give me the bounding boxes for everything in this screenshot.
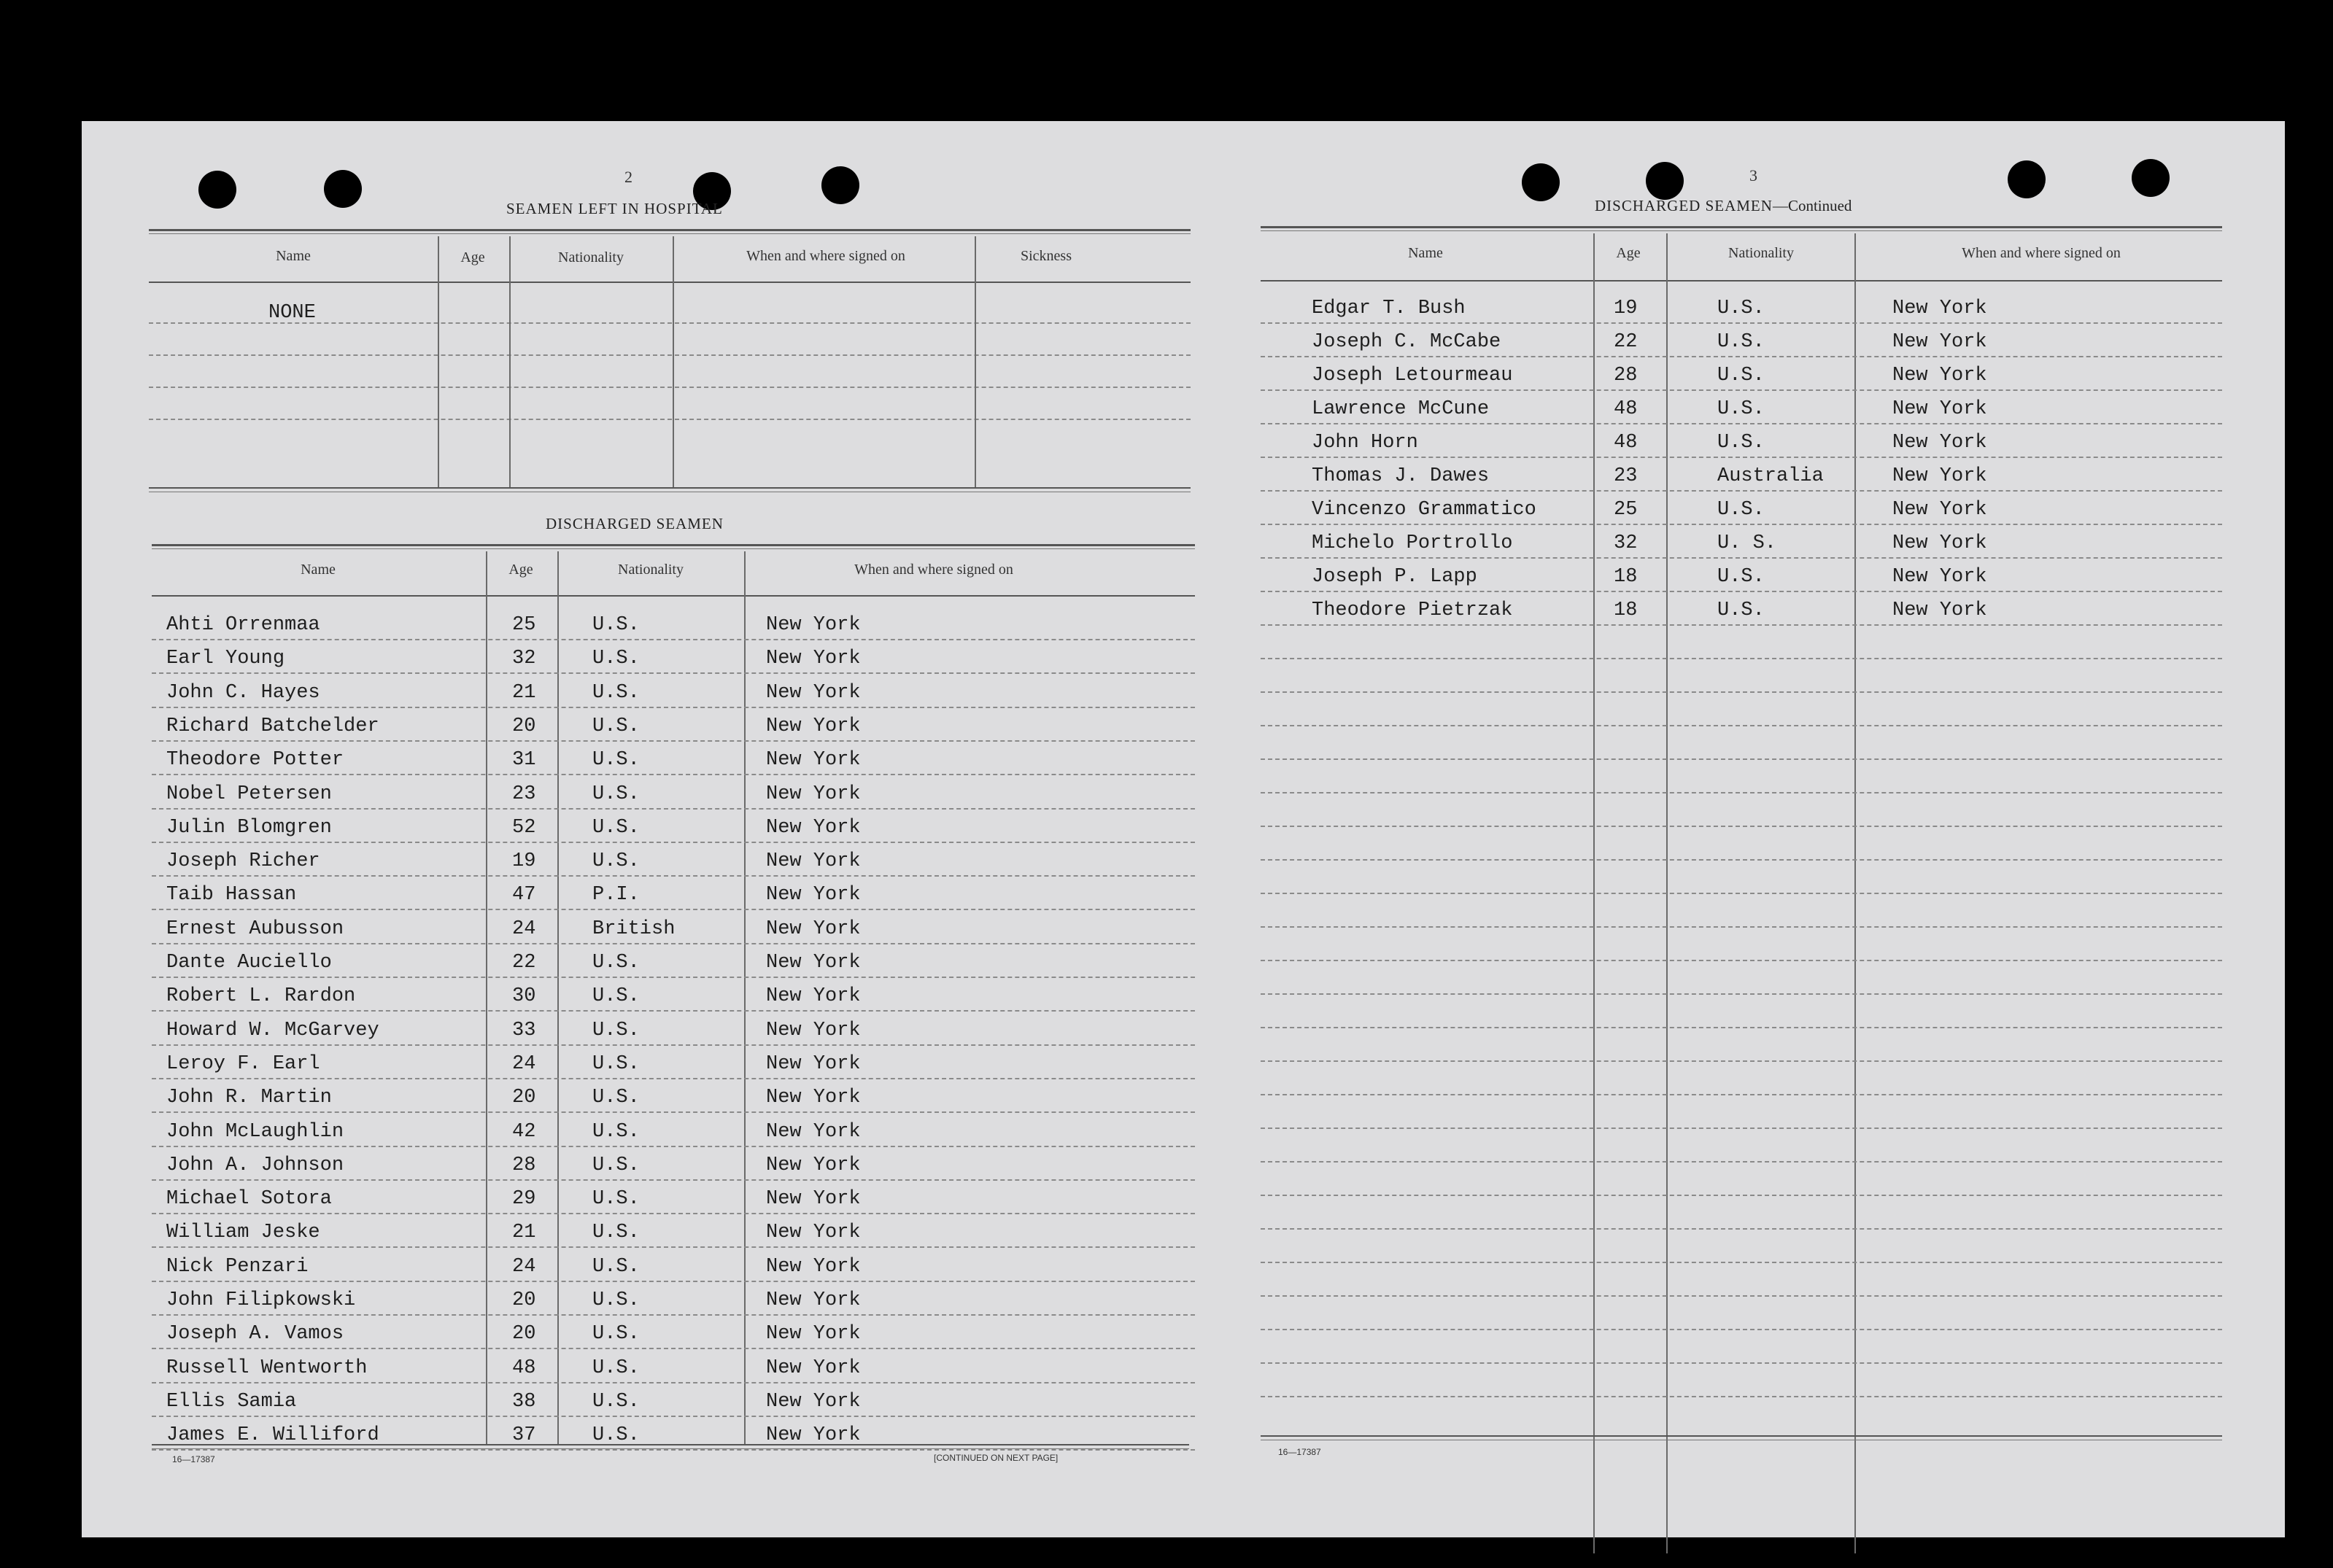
rule	[152, 544, 1195, 546]
punch-hole	[2008, 160, 2046, 198]
signed-on-cell: New York	[1892, 398, 1987, 420]
row-rule	[1261, 1128, 2222, 1129]
row-rule	[152, 1146, 1195, 1147]
column-header-nationality: Nationality	[1728, 245, 1794, 261]
rule	[1261, 226, 2222, 228]
nationality-cell: U.S.	[592, 816, 640, 839]
row-rule	[152, 1010, 1195, 1012]
column-header-signed-on: When and where signed on	[1962, 245, 2121, 261]
signed-on-cell: New York	[766, 1255, 861, 1278]
row-rule	[152, 842, 1195, 843]
punch-hole	[1646, 162, 1684, 200]
nationality-cell: U.S.	[592, 1255, 640, 1278]
row-rule	[1261, 1295, 2222, 1297]
nationality-cell: British	[592, 917, 676, 940]
nationality-cell: U.S.	[592, 1323, 640, 1346]
punch-hole	[2132, 159, 2170, 197]
signed-on-cell: New York	[766, 985, 861, 1008]
name-cell: John Horn	[1312, 432, 1418, 454]
row-rule	[149, 419, 1191, 420]
row-rule	[152, 1281, 1195, 1282]
row-rule	[1261, 624, 2222, 626]
row-rule	[152, 943, 1195, 944]
punch-hole	[324, 170, 362, 208]
rule	[152, 1444, 1189, 1445]
signed-on-cell: New York	[766, 884, 861, 907]
age-cell: 21	[512, 1222, 536, 1244]
nationality-cell: U.S.	[592, 1390, 640, 1413]
age-cell: 21	[512, 681, 536, 704]
column-divider	[438, 236, 439, 487]
row-rule	[152, 875, 1195, 877]
signed-on-cell: New York	[766, 1424, 861, 1447]
nationality-cell: U.S.	[1717, 298, 1765, 319]
name-cell: Joseph C. McCabe	[1312, 331, 1501, 353]
hospital-entry: NONE	[268, 302, 316, 324]
nationality-cell: U.S.	[592, 1154, 640, 1176]
column-header-signed-on: When and where signed on	[854, 562, 1013, 578]
nationality-cell: U.S.	[1717, 499, 1765, 521]
row-rule	[1261, 1094, 2222, 1095]
row-rule	[1261, 1161, 2222, 1163]
row-rule	[1261, 1262, 2222, 1263]
name-cell: John McLaughlin	[166, 1120, 344, 1143]
row-rule	[1261, 826, 2222, 827]
rule	[149, 282, 1191, 283]
age-cell: 48	[512, 1357, 536, 1379]
name-cell: Leroy F. Earl	[166, 1052, 320, 1075]
age-cell: 29	[512, 1188, 536, 1211]
age-cell: 24	[512, 1255, 536, 1278]
age-cell: 48	[1614, 432, 1638, 454]
row-rule	[152, 672, 1195, 674]
name-cell: Julin Blomgren	[166, 816, 332, 839]
form-number: 16—17387	[1278, 1447, 1321, 1457]
hospital-title: SEAMEN LEFT IN HOSPITAL	[506, 200, 723, 217]
discharged-title: DISCHARGED SEAMEN	[546, 515, 724, 532]
column-header-age: Age	[508, 562, 533, 578]
rule	[152, 548, 1195, 549]
nationality-cell: U.S.	[592, 985, 640, 1008]
row-rule	[152, 740, 1195, 742]
signed-on-cell: New York	[766, 1052, 861, 1075]
signed-on-cell: New York	[766, 1087, 861, 1109]
row-rule	[1261, 893, 2222, 894]
age-cell: 18	[1614, 566, 1638, 588]
rule	[149, 487, 1191, 489]
row-rule	[152, 1314, 1195, 1316]
rule	[149, 233, 1191, 234]
name-cell: Joseph P. Lapp	[1312, 566, 1477, 588]
age-cell: 38	[512, 1390, 536, 1413]
signed-on-cell: New York	[1892, 298, 1987, 319]
nationality-cell: U. S.	[1717, 532, 1777, 554]
row-rule	[152, 639, 1195, 640]
nationality-cell: U.S.	[1717, 398, 1765, 420]
signed-on-cell: New York	[766, 1222, 861, 1244]
name-cell: Nobel Petersen	[166, 783, 332, 805]
name-cell: Nick Penzari	[166, 1255, 309, 1278]
age-cell: 19	[512, 850, 536, 873]
name-cell: Howard W. McGarvey	[166, 1019, 379, 1041]
nationality-cell: U.S.	[592, 648, 640, 670]
name-cell: John A. Johnson	[166, 1154, 344, 1176]
name-cell: Earl Young	[166, 648, 285, 670]
signed-on-cell: New York	[766, 1289, 861, 1311]
nationality-cell: U.S.	[592, 1289, 640, 1311]
title-suffix: —Continued	[1772, 197, 1852, 214]
row-rule	[152, 1449, 1195, 1451]
column-header-name: Name	[301, 562, 336, 578]
rule	[152, 595, 1195, 597]
row-rule	[152, 1382, 1195, 1383]
nationality-cell: U.S.	[1717, 365, 1765, 387]
nationality-cell: U.S.	[592, 614, 640, 636]
row-rule	[1261, 591, 2222, 592]
name-cell: John Filipkowski	[166, 1289, 356, 1311]
discharged-continued-title	[1595, 197, 1852, 215]
column-divider	[557, 551, 559, 1445]
signed-on-cell: New York	[766, 648, 861, 670]
nationality-cell: U.S.	[1717, 432, 1765, 454]
row-rule	[1261, 1362, 2222, 1364]
column-divider	[673, 236, 674, 487]
row-rule	[1261, 1195, 2222, 1196]
row-rule	[152, 707, 1195, 708]
name-cell: Ernest Aubusson	[166, 917, 344, 940]
age-cell: 30	[512, 985, 536, 1008]
nationality-cell: U.S.	[592, 715, 640, 737]
age-cell: 32	[1614, 532, 1638, 554]
row-rule	[152, 1078, 1195, 1079]
signed-on-cell: New York	[766, 715, 861, 737]
age-cell: 42	[512, 1120, 536, 1143]
row-rule	[149, 354, 1191, 356]
age-cell: 19	[1614, 298, 1638, 319]
signed-on-cell: New York	[766, 1120, 861, 1143]
age-cell: 52	[512, 816, 536, 839]
age-cell: 32	[512, 648, 536, 670]
column-divider	[486, 551, 487, 1445]
row-rule	[1261, 859, 2222, 861]
name-cell: Joseph A. Vamos	[166, 1323, 344, 1346]
age-cell: 48	[1614, 398, 1638, 420]
row-rule	[152, 909, 1195, 910]
age-cell: 23	[1614, 465, 1638, 487]
age-cell: 25	[1614, 499, 1638, 521]
row-rule	[1261, 1228, 2222, 1230]
signed-on-cell: New York	[766, 681, 861, 704]
title-text: DISCHARGED SEAMEN	[1595, 197, 1773, 214]
age-cell: 28	[512, 1154, 536, 1176]
row-rule	[1261, 926, 2222, 928]
row-rule	[152, 774, 1195, 775]
age-cell: 28	[1614, 365, 1638, 387]
column-header-age: Age	[460, 249, 485, 265]
name-cell: John R. Martin	[166, 1087, 332, 1109]
form-number: 16—17387	[172, 1454, 215, 1464]
nationality-cell: U.S.	[592, 952, 640, 974]
signed-on-cell: New York	[1892, 532, 1987, 554]
age-cell: 20	[512, 1289, 536, 1311]
age-cell: 22	[512, 952, 536, 974]
row-rule	[152, 1348, 1195, 1349]
rule	[152, 1448, 1189, 1449]
age-cell: 24	[512, 1052, 536, 1075]
name-cell: Thomas J. Dawes	[1312, 465, 1490, 487]
row-rule	[152, 1213, 1195, 1214]
nationality-cell: U.S.	[592, 1087, 640, 1109]
punch-hole	[198, 171, 236, 209]
name-cell: Richard Batchelder	[166, 715, 379, 737]
row-rule	[1261, 758, 2222, 760]
row-rule	[1261, 993, 2222, 995]
age-cell: 23	[512, 783, 536, 805]
column-header-name: Name	[276, 248, 311, 264]
rule	[1261, 230, 2222, 231]
name-cell: Lawrence McCune	[1312, 398, 1490, 420]
row-rule	[152, 1246, 1195, 1248]
name-cell: Ahti Orrenmaa	[166, 614, 320, 636]
age-cell: 24	[512, 917, 536, 940]
row-rule	[1261, 322, 2222, 324]
row-rule	[149, 322, 1191, 324]
signed-on-cell: New York	[766, 1154, 861, 1176]
signed-on-cell: New York	[1892, 566, 1987, 588]
nationality-cell: U.S.	[1717, 599, 1765, 621]
signed-on-cell: New York	[1892, 465, 1987, 487]
signed-on-cell: New York	[1892, 432, 1987, 454]
age-cell: 33	[512, 1019, 536, 1041]
signed-on-cell: New York	[1892, 331, 1987, 353]
name-cell: Joseph Letourmeau	[1312, 365, 1513, 387]
nationality-cell: P.I.	[592, 884, 640, 907]
nationality-cell: U.S.	[1717, 566, 1765, 588]
punch-hole	[821, 166, 859, 204]
column-header-signed-on: When and where signed on	[746, 248, 905, 264]
page-number: 2	[624, 168, 632, 186]
nationality-cell: U.S.	[592, 1357, 640, 1379]
name-cell: Russell Wentworth	[166, 1357, 368, 1379]
name-cell: James E. Williford	[166, 1424, 379, 1447]
signed-on-cell: New York	[766, 1390, 861, 1413]
signed-on-cell: New York	[766, 1019, 861, 1041]
nationality-cell: U.S.	[592, 749, 640, 772]
signed-on-cell: New York	[766, 952, 861, 974]
age-cell: 25	[512, 614, 536, 636]
nationality-cell: U.S.	[1717, 331, 1765, 353]
row-rule	[152, 1044, 1195, 1046]
row-rule	[1261, 524, 2222, 525]
row-rule	[1261, 557, 2222, 559]
column-header-sickness: Sickness	[1021, 248, 1072, 264]
row-rule	[152, 808, 1195, 810]
nationality-cell: U.S.	[592, 1120, 640, 1143]
row-rule	[1261, 356, 2222, 357]
signed-on-cell: New York	[766, 850, 861, 873]
rule	[149, 229, 1191, 231]
column-divider	[509, 236, 511, 487]
name-cell: John C. Hayes	[166, 681, 320, 704]
name-cell: Michael Sotora	[166, 1188, 332, 1211]
row-rule	[1261, 1060, 2222, 1062]
age-cell: 31	[512, 749, 536, 772]
signed-on-cell: New York	[766, 783, 861, 805]
nationality-cell: U.S.	[592, 1019, 640, 1041]
nationality-cell: U.S.	[592, 1052, 640, 1075]
name-cell: Taib Hassan	[166, 884, 297, 907]
row-rule	[152, 977, 1195, 978]
age-cell: 37	[512, 1424, 536, 1447]
column-header-age: Age	[1616, 245, 1641, 261]
nationality-cell: U.S.	[592, 850, 640, 873]
row-rule	[1261, 658, 2222, 659]
manifest-paper	[82, 121, 2285, 1537]
name-cell: Dante Auciello	[166, 952, 332, 974]
signed-on-cell: New York	[766, 1188, 861, 1211]
page-number: 3	[1749, 166, 1757, 185]
punch-hole	[1522, 163, 1560, 201]
signed-on-cell: New York	[766, 1357, 861, 1379]
signed-on-cell: New York	[766, 614, 861, 636]
row-rule	[1261, 691, 2222, 693]
age-cell: 18	[1614, 599, 1638, 621]
row-rule	[152, 1111, 1195, 1113]
rule	[1261, 1435, 2222, 1437]
name-cell: Theodore Pietrzak	[1312, 599, 1513, 621]
name-cell: Theodore Potter	[166, 749, 344, 772]
name-cell: William Jeske	[166, 1222, 320, 1244]
nationality-cell: U.S.	[592, 681, 640, 704]
row-rule	[1261, 1329, 2222, 1330]
row-rule	[1261, 1396, 2222, 1397]
column-header-nationality: Nationality	[618, 562, 684, 578]
name-cell: Robert L. Rardon	[166, 985, 356, 1008]
nationality-cell: U.S.	[592, 1188, 640, 1211]
signed-on-cell: New York	[1892, 365, 1987, 387]
row-rule	[1261, 1027, 2222, 1028]
nationality-cell: Australia	[1717, 465, 1824, 487]
row-rule	[152, 1416, 1195, 1417]
signed-on-cell: New York	[1892, 599, 1987, 621]
rule	[1261, 280, 2222, 282]
row-rule	[152, 1179, 1195, 1181]
signed-on-cell: New York	[1892, 499, 1987, 521]
name-cell: Edgar T. Bush	[1312, 298, 1466, 319]
signed-on-cell: New York	[766, 816, 861, 839]
age-cell: 20	[512, 1087, 536, 1109]
age-cell: 47	[512, 884, 536, 907]
name-cell: Joseph Richer	[166, 850, 320, 873]
row-rule	[1261, 389, 2222, 391]
row-rule	[1261, 725, 2222, 726]
continued-note: [CONTINUED ON NEXT PAGE]	[934, 1453, 1059, 1463]
signed-on-cell: New York	[766, 917, 861, 940]
age-cell: 20	[512, 1323, 536, 1346]
name-cell: Ellis Samia	[166, 1390, 297, 1413]
signed-on-cell: New York	[766, 1323, 861, 1346]
row-rule	[1261, 792, 2222, 793]
column-divider	[744, 551, 746, 1445]
row-rule	[1261, 457, 2222, 458]
nationality-cell: U.S.	[592, 1222, 640, 1244]
name-cell: Michelo Portrollo	[1312, 532, 1513, 554]
name-cell: Vincenzo Grammatico	[1312, 499, 1536, 521]
column-header-name: Name	[1408, 245, 1443, 261]
signed-on-cell: New York	[766, 749, 861, 772]
row-rule	[149, 387, 1191, 388]
row-rule	[1261, 960, 2222, 961]
nationality-cell: U.S.	[592, 783, 640, 805]
row-rule	[1261, 423, 2222, 424]
age-cell: 20	[512, 715, 536, 737]
column-divider	[975, 236, 976, 487]
column-header-nationality: Nationality	[558, 249, 624, 265]
age-cell: 22	[1614, 331, 1638, 353]
row-rule	[1261, 490, 2222, 492]
nationality-cell: U.S.	[592, 1424, 640, 1447]
